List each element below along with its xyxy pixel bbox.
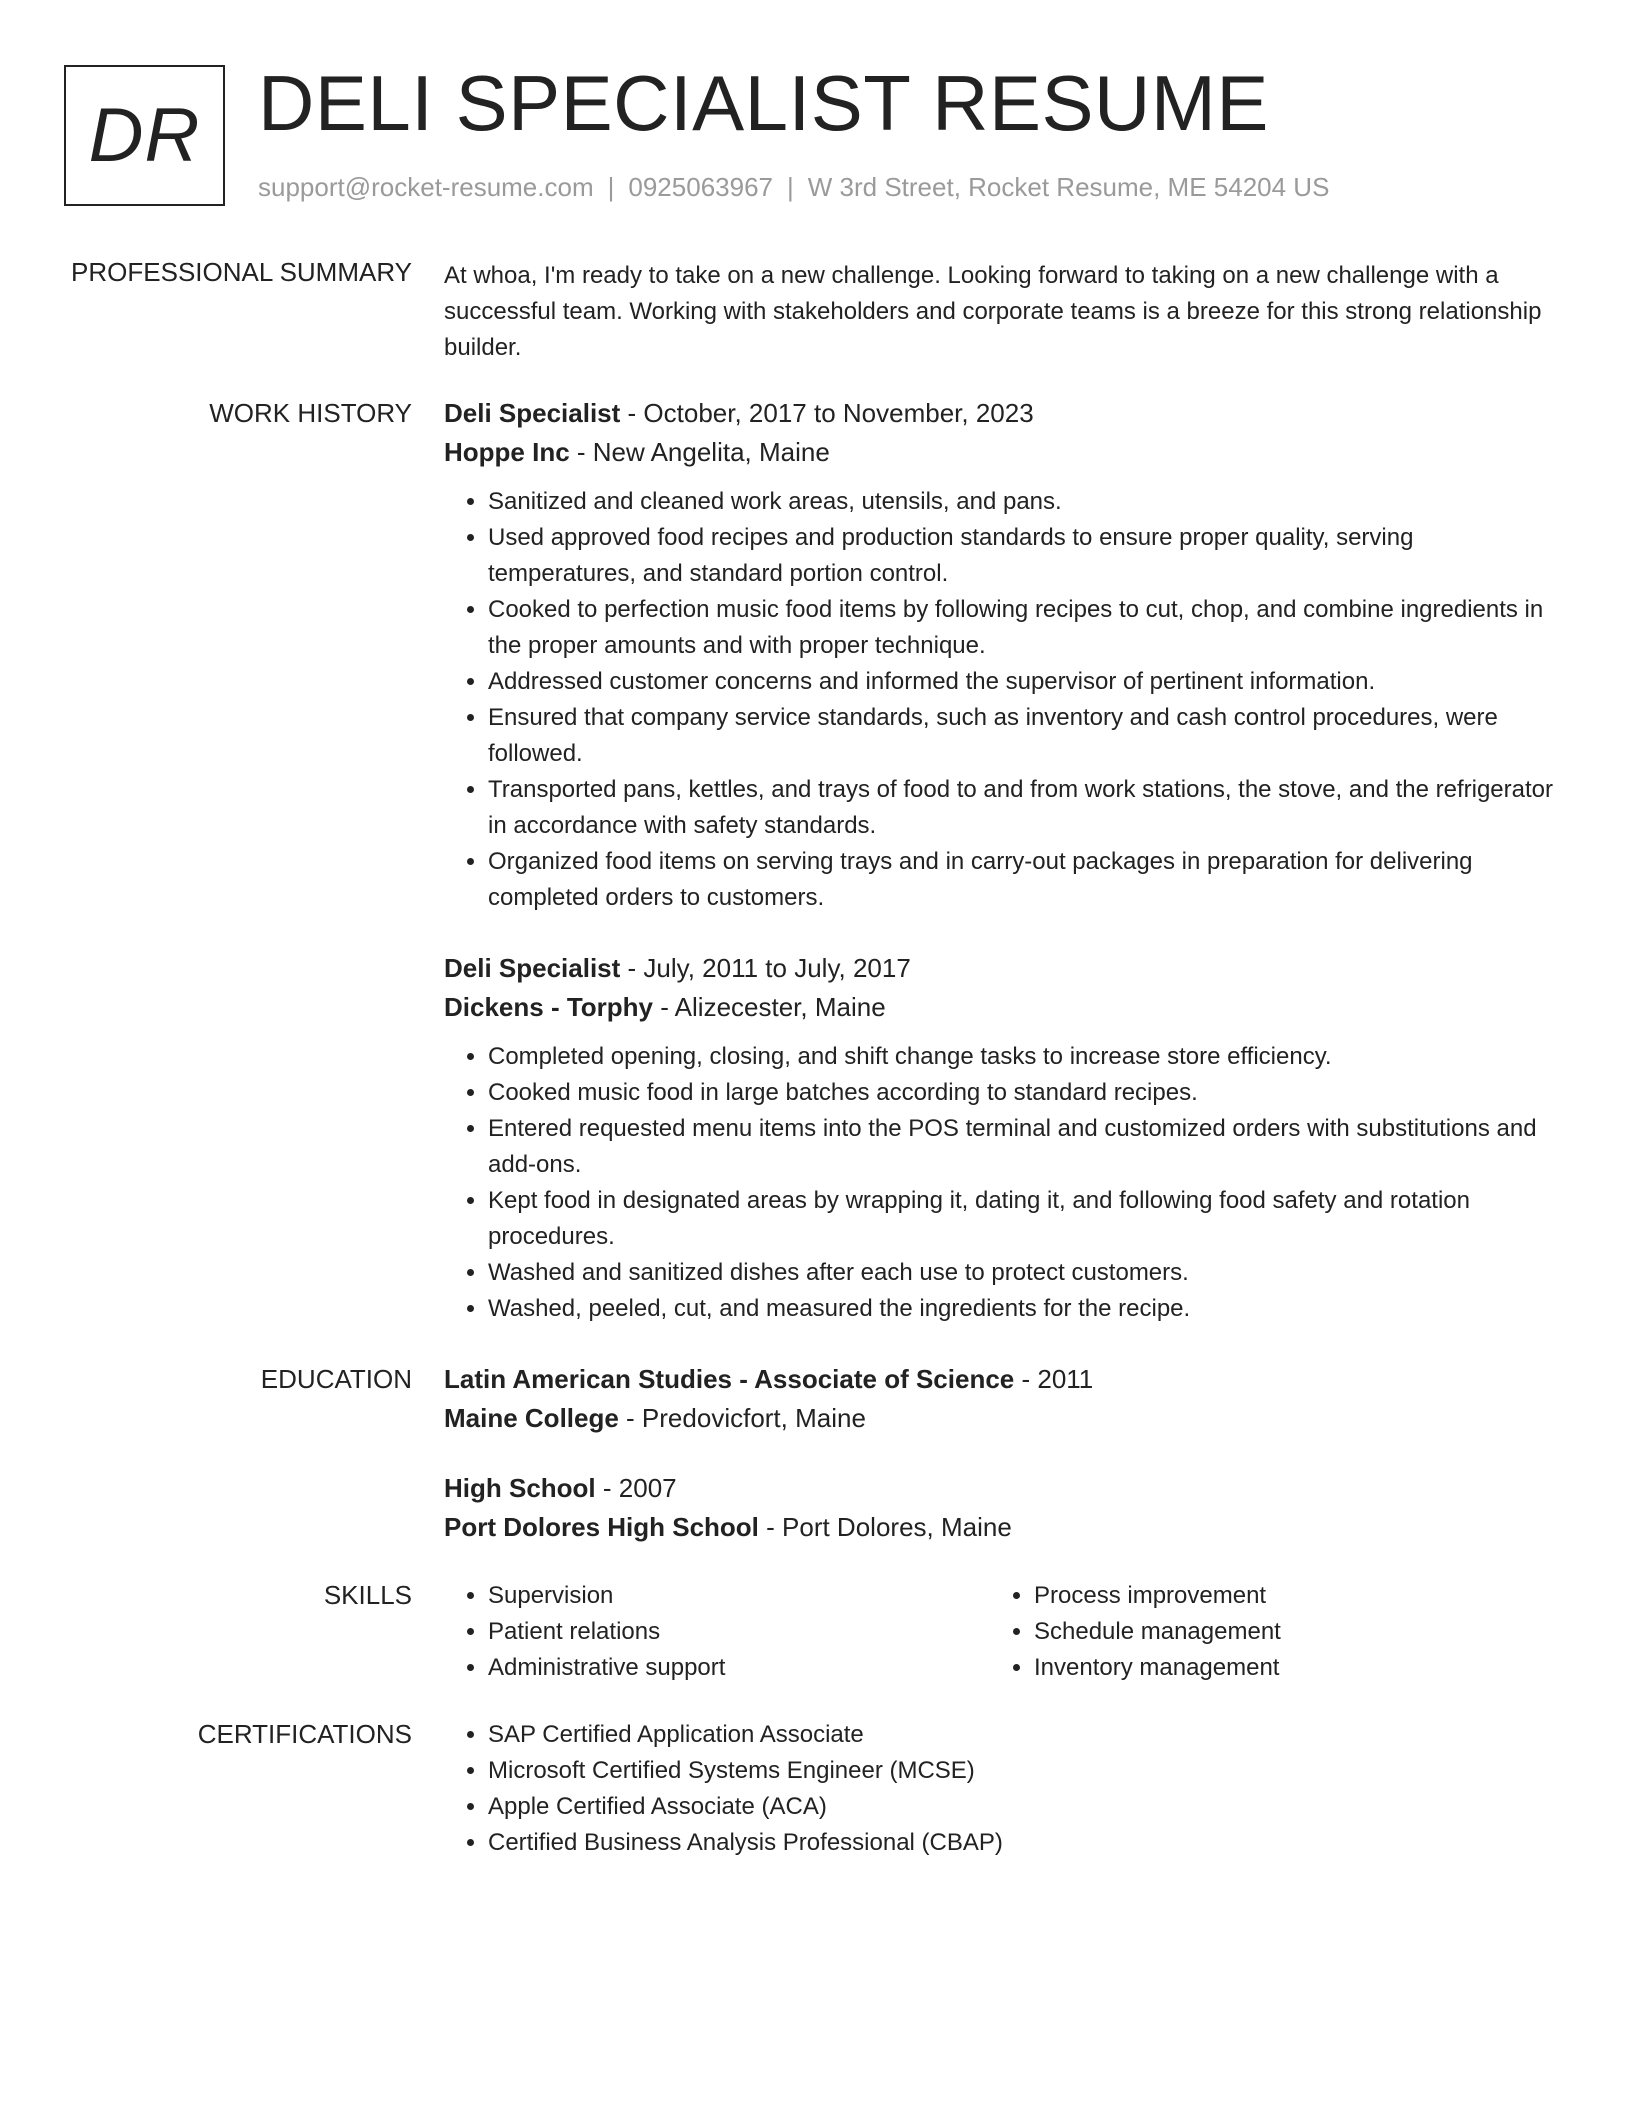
school-location: - Port Dolores, Maine bbox=[758, 1512, 1012, 1542]
skills-list bbox=[444, 1578, 1564, 1686]
list-item: • Transported pans, kettles, and trays of food to and from work stations, the stove, and the refrigerator in accordance with safety standards. bbox=[488, 772, 1564, 844]
certifications-list bbox=[444, 1717, 1564, 1861]
contact-address: W 3rd Street, Rocket Resume, ME 54204 US bbox=[807, 172, 1330, 202]
list-item: • Microsoft Certified Systems Engineer (MCSE) bbox=[488, 1753, 1564, 1789]
contact-phone[interactable]: 0925063967 bbox=[628, 172, 773, 202]
school-line bbox=[444, 1399, 1564, 1438]
degree: High School bbox=[444, 1473, 596, 1503]
list-item: • Administrative support bbox=[488, 1650, 990, 1686]
skills-column bbox=[990, 1578, 1536, 1686]
contact-separator: | bbox=[607, 172, 615, 202]
degree-line bbox=[444, 1469, 1564, 1508]
degree-year: - 2011 bbox=[1014, 1364, 1094, 1394]
job-location: - Alizecester, Maine bbox=[653, 992, 886, 1022]
section-label-skills: SKILLS bbox=[323, 1580, 412, 1610]
summary-text: At whoa, I'm ready to take on a new challenge. Looking forward to taking on a new challenge with a successful team. Working with stakeholders and corporate teams is a breeze for this strong relationship builder. bbox=[444, 262, 1542, 361]
job-entry bbox=[444, 394, 1564, 916]
list-item: • Organized food items on serving trays and in carry-out packages in preparation for delivering completed orders to customers. bbox=[488, 844, 1564, 916]
list-item: • Inventory management bbox=[1034, 1650, 1536, 1686]
list-item: • Kept food in designated areas by wrapping it, dating it, and following food safety and rotation procedures. bbox=[488, 1183, 1564, 1255]
list-item: • Patient relations bbox=[488, 1614, 990, 1650]
school: Port Dolores High School bbox=[444, 1512, 759, 1542]
job-company-line bbox=[444, 988, 1564, 1027]
list-item: • Process improvement bbox=[1034, 1578, 1536, 1614]
section-label-summary: PROFESSIONAL SUMMARY bbox=[71, 257, 412, 287]
list-item: • Addressed customer concerns and informed the supervisor of pertinent information. bbox=[488, 664, 1564, 700]
contact-separator: | bbox=[787, 172, 794, 202]
contact-line bbox=[258, 172, 1329, 203]
job-company: Dickens - Torphy bbox=[444, 992, 654, 1022]
degree: Latin American Studies - Associate of Science bbox=[444, 1364, 1015, 1394]
job-title: Deli Specialist bbox=[444, 398, 621, 428]
education-entry bbox=[444, 1360, 1564, 1438]
list-item: • Apple Certified Associate (ACA) bbox=[488, 1789, 1564, 1825]
school-location: - Predovicfort, Maine bbox=[618, 1403, 866, 1433]
school-line bbox=[444, 1508, 1564, 1547]
list-item: • Entered requested menu items into the POS terminal and customized orders with substitutions and add-ons. bbox=[488, 1111, 1564, 1183]
job-entry bbox=[444, 949, 1564, 1327]
contact-email[interactable]: support@rocket-resume.com bbox=[258, 172, 594, 202]
job-company-line bbox=[444, 433, 1564, 472]
list-item: • Washed and sanitized dishes after each use to protect customers. bbox=[488, 1255, 1564, 1291]
section-label-work-history: WORK HISTORY bbox=[209, 398, 412, 428]
certifications-block bbox=[444, 1717, 1564, 1861]
list-item: • Completed opening, closing, and shift change tasks to increase store efficiency. bbox=[488, 1039, 1564, 1075]
job-bullets bbox=[444, 484, 1564, 916]
monogram-initials: DR bbox=[88, 93, 201, 178]
list-item: • Cooked music food in large batches according to standard recipes. bbox=[488, 1075, 1564, 1111]
job-title-line bbox=[444, 394, 1564, 433]
section-label-certifications: CERTIFICATIONS bbox=[197, 1719, 412, 1749]
degree-year: - 2007 bbox=[595, 1473, 677, 1503]
section-label-education: EDUCATION bbox=[260, 1364, 412, 1394]
job-bullets bbox=[444, 1039, 1564, 1327]
job-title: Deli Specialist bbox=[444, 953, 621, 983]
list-item: • Washed, peeled, cut, and measured the ingredients for the recipe. bbox=[488, 1291, 1564, 1327]
list-item: • Sanitized and cleaned work areas, utensils, and pans. bbox=[488, 484, 1564, 520]
list-item: • Schedule management bbox=[1034, 1614, 1536, 1650]
list-item: • Used approved food recipes and production standards to ensure proper quality, serving temperatures, and standard portion control. bbox=[488, 520, 1564, 592]
list-item: • Supervision bbox=[488, 1578, 990, 1614]
education-entry bbox=[444, 1469, 1564, 1547]
school: Maine College bbox=[444, 1403, 619, 1433]
job-location: - New Angelita, Maine bbox=[569, 437, 830, 467]
job-title-line bbox=[444, 949, 1564, 988]
job-company: Hoppe Inc bbox=[444, 437, 570, 467]
job-dates: - July, 2011 to July, 2017 bbox=[620, 953, 911, 983]
list-item: • SAP Certified Application Associate bbox=[488, 1717, 1564, 1753]
list-item: • Ensured that company service standards, such as inventory and cash control procedures, were followed. bbox=[488, 700, 1564, 772]
skills-column bbox=[444, 1578, 990, 1686]
monogram-badge bbox=[64, 65, 225, 206]
list-item: • Certified Business Analysis Professional (CBAP) bbox=[488, 1825, 1564, 1861]
resume-title: DELI SPECIALIST RESUME bbox=[258, 59, 1269, 147]
degree-line bbox=[444, 1360, 1564, 1399]
list-item: • Cooked to perfection music food items by following recipes to cut, chop, and combine ingredients in the proper amounts and with proper technique. bbox=[488, 592, 1564, 664]
job-dates: - October, 2017 to November, 2023 bbox=[620, 398, 1034, 428]
